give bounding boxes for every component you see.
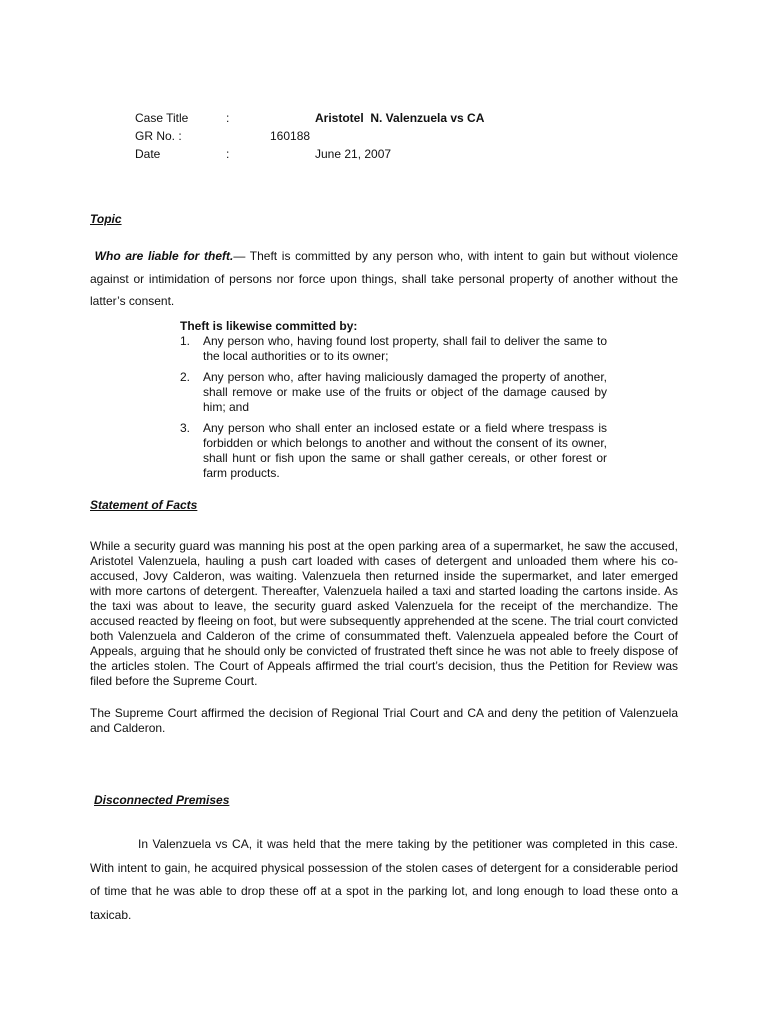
date-label: Date: [135, 147, 161, 161]
topic-lead-term: Who are liable for theft.: [94, 249, 234, 263]
list-item-number: 2.: [180, 370, 191, 384]
facts-heading: Statement of Facts: [90, 498, 198, 512]
list-item-text: Any person who shall enter an inclosed estate or a field where trespass is forbidden or which belongs to another and without the consent of its owner, shall hunt or fish upon the same or shall gather cereals, or other forest or farm products.: [203, 421, 607, 480]
list-item-text: Any person who, after having maliciously damaged the property of another, shall remove or make use of the fruits or object of the damage caused by him; and: [203, 370, 607, 414]
date-separator: :: [226, 147, 230, 161]
case-title-value: Aristotel N. Valenzuela vs CA: [315, 111, 485, 125]
topic-paragraph: [90, 245, 678, 313]
case-title-separator: :: [226, 111, 230, 125]
facts-paragraph: While a security guard was manning his post at the open parking area of a supermarket, he saw the accused, Aristotel Valenzuela, hauling a push cart loaded with cases of detergent and unloaded them where his co-accused, Jovy Calderon, was waiting. Valenzuela then returned inside the supermarket, and later emerged with more cartons of detergent. Thereafter, Valenzuela hailed a taxi and started loading the cartons inside. As the taxi was about to leave, the security guard asked Valenzuela for the receipt of the merchandize. The accused reacted by fleeing on foot, but were subsequently apprehended at the scene. The trial court convicted both Valenzuela and Calderon of the crime of consummated theft. Valenzuela appealed before the Court of Appeals, arguing that he should only be convicted of frustrated theft since he was not able to freely dispose of the articles stolen. The Court of Appeals affirmed the trial court’s decision, thus the Petition for Review was filed before the Supreme Court.: [90, 539, 678, 688]
facts-conclusion: The Supreme Court affirmed the decision of Regional Trial Court and CA and deny the petition of Valenzuela and Calderon.: [90, 706, 678, 735]
gr-number-value: 160188: [270, 129, 311, 143]
gr-number-label: GR No. :: [135, 129, 182, 143]
date-value: June 21, 2007: [315, 147, 392, 161]
list-item-text: Any person who, having found lost property, shall fail to deliver the same to the local authorities or to its owner;: [203, 334, 607, 363]
topic-heading: Topic: [90, 212, 122, 226]
topic-paragraph-text: Theft is committed by any person who, with intent to gain but without violence against or intimidation of persons nor force upon things, shall take personal property of another without the latter’s consent.: [90, 249, 678, 308]
premises-paragraph: In Valenzuela vs CA, it was held that the mere taking by the petitioner was completed in this case. With intent to gain, he acquired physical possession of the stolen cases of detergent for a considerable period of time that he was able to drop these off at a spot in the parking lot, and long enough to load these onto a taxicab.: [90, 837, 678, 922]
topic-lead-dash: —: [233, 249, 246, 263]
premises-heading: Disconnected Premises: [94, 793, 230, 807]
list-intro: Theft is likewise committed by:: [180, 319, 358, 333]
list-item-number: 3.: [180, 421, 191, 435]
case-title-label: Case Title: [135, 111, 189, 125]
list-item-number: 1.: [180, 334, 191, 348]
